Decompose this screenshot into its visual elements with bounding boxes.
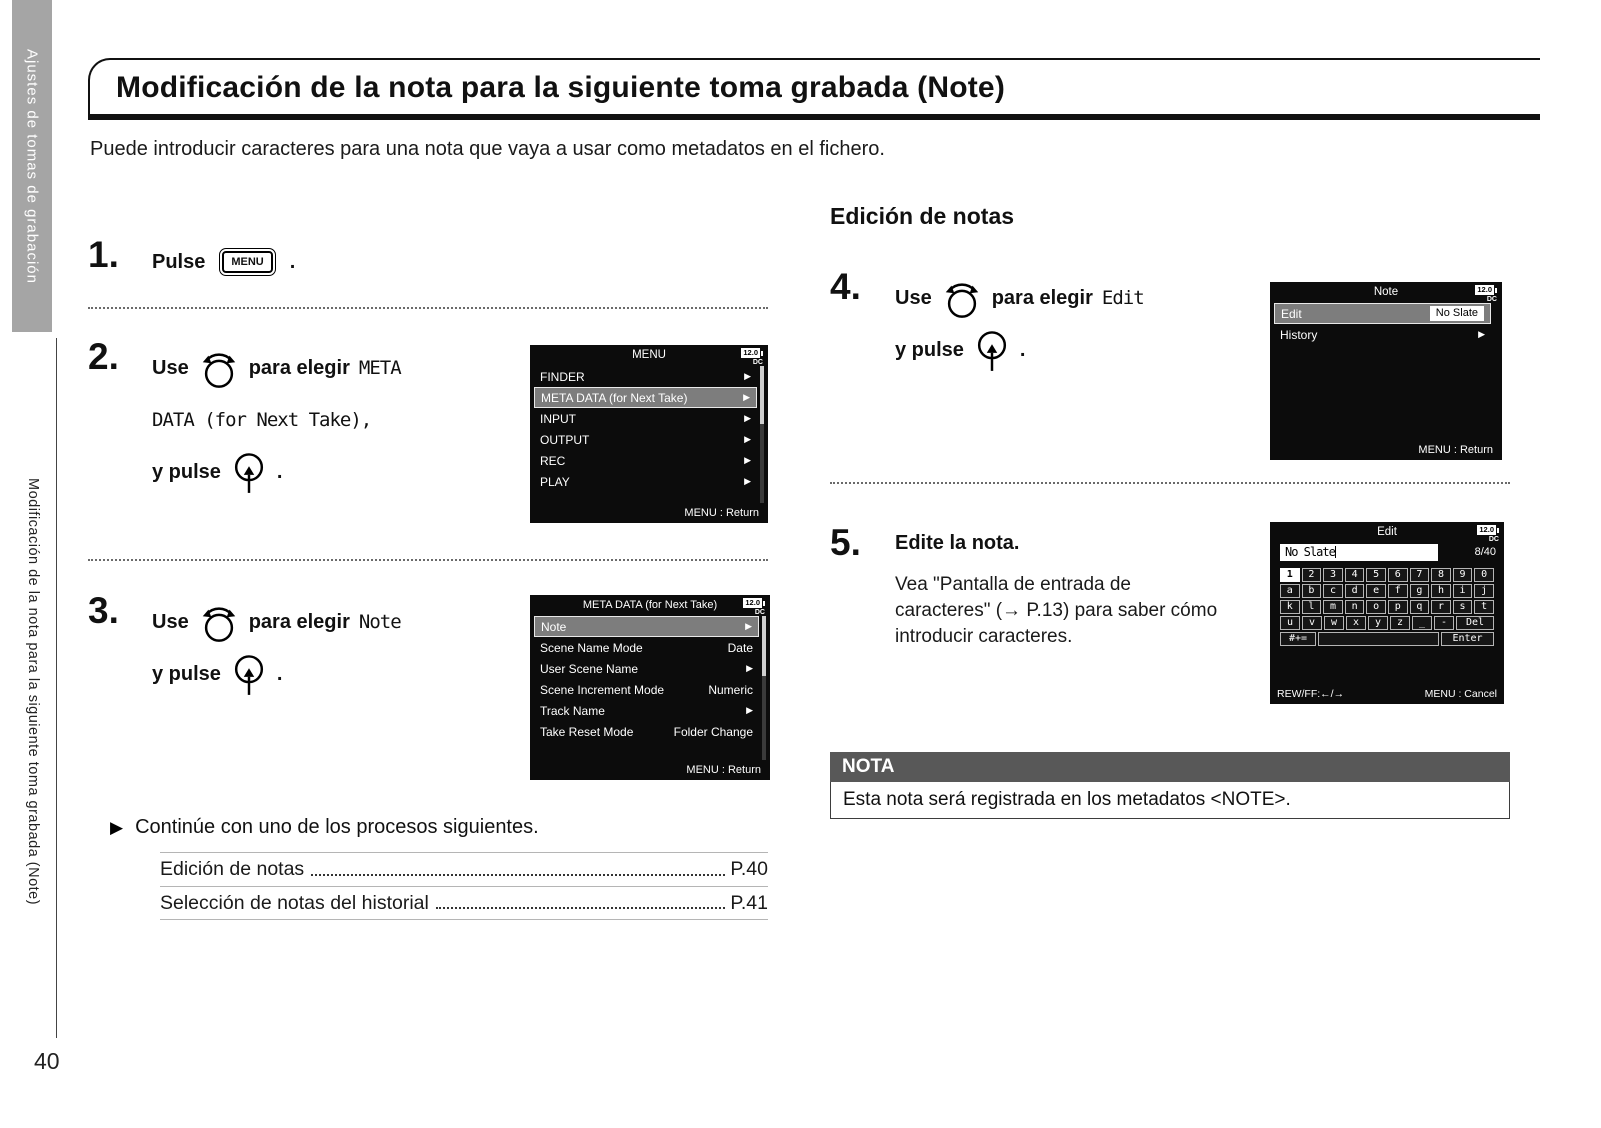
key-m: m — [1323, 600, 1343, 614]
note-item-edit — [1274, 303, 1491, 324]
menu-key-icon: MENU — [222, 251, 272, 273]
key-r: r — [1431, 600, 1451, 614]
menu-item-label: History — [1280, 327, 1318, 342]
step-2-period: . — [276, 460, 283, 483]
key-p: p — [1388, 600, 1408, 614]
step-2-text-elegir: para elegir — [248, 356, 350, 379]
menu-list — [534, 366, 757, 492]
section-heading-edicion: Edición de notas — [830, 203, 1015, 229]
step-5-number: 5. — [830, 522, 861, 563]
chevron-right-icon: ▶ — [744, 413, 751, 423]
menu-item-label: INPUT — [540, 411, 576, 426]
key-z: z — [1390, 616, 1410, 630]
chevron-right-icon: ▶ — [743, 392, 750, 402]
key-s: s — [1453, 600, 1473, 614]
menu-item-label: Note — [541, 619, 567, 634]
key-4: 4 — [1345, 568, 1365, 582]
sidebar-subsection-label: Modificación de la nota para la siguiente toma grabada (Note) — [25, 478, 41, 906]
key-u: u — [1280, 616, 1300, 630]
menu-item-label: PLAY — [540, 474, 570, 489]
key-5: 5 — [1366, 568, 1386, 582]
step-4-mono: Edit — [1101, 287, 1144, 309]
text-cursor — [1335, 546, 1336, 558]
key-7: 7 — [1410, 568, 1430, 582]
page-number: 40 — [34, 1048, 60, 1074]
screen-edit-title: Edit — [1377, 526, 1397, 538]
key-e: e — [1366, 584, 1386, 598]
step-2 — [152, 342, 522, 498]
scrollbar-thumb — [762, 616, 766, 676]
step-3-text-pulse: y pulse — [152, 662, 221, 685]
divider — [88, 559, 768, 561]
step-3-number: 3. — [88, 590, 119, 631]
menu-item-input — [534, 408, 757, 429]
key-w: w — [1324, 616, 1344, 630]
metadata-item-track-name — [534, 700, 759, 721]
menu-item-label: Scene Name Mode — [540, 640, 643, 655]
metadata-list — [534, 616, 759, 742]
battery-icon — [1477, 525, 1499, 543]
key-8: 8 — [1431, 568, 1451, 582]
key-a: a — [1280, 584, 1300, 598]
chevron-right-icon: ▶ — [745, 621, 752, 631]
leader-dots — [311, 874, 725, 876]
key-Enter: Enter — [1441, 632, 1494, 646]
menu-item-label: Take Reset Mode — [540, 724, 634, 739]
step-4 — [895, 272, 1265, 376]
step-4-text-elegir: para elegir — [991, 286, 1093, 309]
screen-edit-footer-left: REW/FF:←/→ — [1277, 688, 1345, 700]
menu-item-value: Numeric — [708, 682, 753, 697]
reference-page: P.41 — [730, 891, 768, 914]
key-d: d — [1345, 584, 1365, 598]
key-j: j — [1474, 584, 1494, 598]
metadata-item-note — [534, 616, 759, 637]
menu-item-label: Scene Increment Mode — [540, 682, 665, 697]
menu-item-label: Track Name — [540, 703, 605, 718]
nota-box — [830, 752, 1510, 819]
menu-item-label: OUTPUT — [540, 432, 590, 447]
step-2-mono-2: DATA (for Next Take), — [152, 409, 372, 431]
menu-item-label: Edit — [1281, 306, 1302, 321]
key-g: g — [1410, 584, 1430, 598]
menu-item-value: No Slate — [1430, 306, 1484, 321]
triangle-icon: ▶ — [110, 817, 124, 837]
step-5-title: Edite la nota. — [895, 532, 1020, 554]
battery-level: 12.0 — [743, 348, 758, 357]
reference-label: Edición de notas — [160, 858, 305, 880]
battery-level: 12.0 — [745, 598, 760, 607]
menu-item-finder — [534, 366, 757, 387]
menu-item-label: META DATA (for Next Take) — [541, 390, 688, 405]
step-3-text-elegir: para elegir — [248, 610, 350, 633]
battery-icon — [1475, 285, 1497, 303]
sidebar-section-label: Ajustes de tomas de grabación — [12, 0, 52, 332]
step-1 — [152, 236, 532, 288]
key-space — [1318, 632, 1439, 646]
menu-item-output — [534, 429, 757, 450]
key-c: c — [1323, 584, 1343, 598]
step-4-text-use: Use — [895, 286, 932, 309]
key-9: 9 — [1453, 568, 1473, 582]
rotate-dial-icon — [198, 345, 240, 391]
step-2-mono-1: META — [358, 357, 401, 379]
dc-label: DC — [754, 609, 765, 616]
scrollbar-thumb — [760, 366, 764, 424]
reference-row — [160, 852, 768, 886]
sidebar-rule — [56, 338, 57, 1038]
key-2: 2 — [1302, 568, 1322, 582]
scrollbar — [760, 366, 764, 503]
menu-item-label: FINDER — [540, 369, 585, 384]
push-dial-icon — [230, 449, 268, 495]
key--: - — [1434, 616, 1454, 630]
key-#+=: #+= — [1280, 632, 1316, 646]
key-b: b — [1302, 584, 1322, 598]
chevron-right-icon: ▶ — [744, 455, 751, 465]
chevron-right-icon: ▶ — [744, 434, 751, 444]
key-3: 3 — [1323, 568, 1343, 582]
nota-header: NOTA — [830, 752, 1510, 782]
battery-level: 12.0 — [1479, 525, 1494, 534]
dc-label: DC — [752, 359, 763, 366]
continue-text: Continúe con uno de los procesos siguientes. — [135, 816, 539, 838]
battery-level: 12.0 — [1477, 285, 1492, 294]
reference-table — [160, 852, 768, 920]
key-q: q — [1410, 600, 1430, 614]
key-o: o — [1366, 600, 1386, 614]
step-4-number: 4. — [830, 266, 861, 307]
reference-row — [160, 886, 768, 920]
key-n: n — [1345, 600, 1365, 614]
title-box — [88, 58, 1540, 120]
edit-keyboard — [1280, 568, 1494, 646]
screen-metadata — [530, 595, 770, 780]
menu-item-label: REC — [540, 453, 566, 468]
step-3-text-use: Use — [152, 610, 189, 633]
rotate-dial-icon — [941, 275, 983, 321]
step-1-period: . — [289, 250, 296, 273]
step-3-mono: Note — [358, 611, 401, 633]
dc-label: DC — [1488, 536, 1499, 543]
battery-nub — [763, 601, 765, 606]
step-2-text-pulse: y pulse — [152, 460, 221, 483]
step-2-text-use: Use — [152, 356, 189, 379]
screen-note-title: Note — [1373, 286, 1399, 298]
note-text-field — [1280, 544, 1438, 561]
key-Del: Del — [1456, 616, 1494, 630]
key-1: 1 — [1280, 568, 1300, 582]
character-counter: 8/40 — [1474, 546, 1496, 558]
page-title: Modificación de la nota para la siguiente toma grabada (Note) — [116, 71, 1006, 104]
screen-note-footer: MENU : Return — [1418, 444, 1493, 456]
step-1-number: 1. — [88, 234, 119, 275]
battery-icon — [741, 348, 763, 366]
metadata-item-take-reset-mode — [534, 721, 759, 742]
step-4-period: . — [1019, 338, 1026, 361]
key-t: t — [1474, 600, 1494, 614]
screen-edit-footer-right: MENU : Cancel — [1424, 688, 1497, 700]
step-4-text-pulse: y pulse — [895, 338, 964, 361]
nota-body: Esta nota será registrada en los metadatos <NOTE>. — [830, 782, 1510, 819]
chevron-right-icon: ▶ — [744, 476, 751, 486]
menu-item-label: User Scene Name — [540, 661, 639, 676]
battery-nub — [761, 351, 763, 356]
intro-text: Puede introducir caracteres para una nota que vaya a usar como metadatos en el fichero. — [90, 138, 885, 160]
key-_: _ — [1412, 616, 1432, 630]
key-l: l — [1302, 600, 1322, 614]
rotate-dial-icon — [198, 599, 240, 645]
reference-label: Selección de notas del historial — [160, 891, 429, 914]
chevron-right-icon: ▶ — [1478, 329, 1485, 339]
step-2-number: 2. — [88, 336, 119, 377]
screen-note — [1270, 282, 1502, 460]
note-text-value: No Slate — [1285, 545, 1335, 559]
screen-metadata-footer: MENU : Return — [686, 764, 761, 776]
key-0: 0 — [1474, 568, 1494, 582]
chevron-right-icon: ▶ — [744, 371, 751, 381]
continue-note — [110, 816, 539, 839]
screen-edit — [1270, 522, 1504, 704]
screen-menu-footer: MENU : Return — [684, 507, 759, 519]
step-5-body: Vea "Pantalla de entrada de caracteres" (→ P.13) para saber cómo introducir caracteres. — [895, 574, 1218, 648]
menu-item-value: Date — [727, 640, 753, 655]
menu-item-value: Folder Change — [673, 724, 753, 739]
key-i: i — [1453, 584, 1473, 598]
metadata-item-user-scene-name — [534, 658, 759, 679]
key-6: 6 — [1388, 568, 1408, 582]
divider — [88, 307, 768, 309]
dc-label: DC — [1486, 296, 1497, 303]
step-1-text: Pulse — [152, 250, 206, 273]
push-dial-icon — [973, 327, 1011, 373]
chevron-right-icon: ▶ — [746, 663, 753, 673]
note-item-history — [1274, 324, 1491, 345]
note-list — [1274, 303, 1491, 345]
screen-menu-title: MENU — [632, 349, 666, 361]
step-3-period: . — [276, 662, 283, 685]
battery-icon — [743, 598, 765, 616]
metadata-item-scene-name-mode — [534, 637, 759, 658]
menu-item-play — [534, 471, 757, 492]
key-f: f — [1388, 584, 1408, 598]
key-x: x — [1346, 616, 1366, 630]
key-v: v — [1302, 616, 1322, 630]
step-3 — [152, 596, 522, 700]
key-y: y — [1368, 616, 1388, 630]
key-h: h — [1431, 584, 1451, 598]
divider — [830, 482, 1510, 484]
key-k: k — [1280, 600, 1300, 614]
battery-nub — [1495, 288, 1497, 293]
menu-item-rec — [534, 450, 757, 471]
leader-dots — [436, 907, 726, 909]
scrollbar — [762, 616, 766, 760]
battery-nub — [1497, 528, 1499, 533]
metadata-item-scene-increment-mode — [534, 679, 759, 700]
screen-menu — [530, 345, 768, 523]
push-dial-icon — [230, 651, 268, 697]
menu-item-metadata — [534, 387, 757, 408]
chevron-right-icon: ▶ — [746, 705, 753, 715]
reference-page: P.40 — [730, 858, 768, 880]
screen-metadata-title: META DATA (for Next Take) — [582, 599, 718, 611]
